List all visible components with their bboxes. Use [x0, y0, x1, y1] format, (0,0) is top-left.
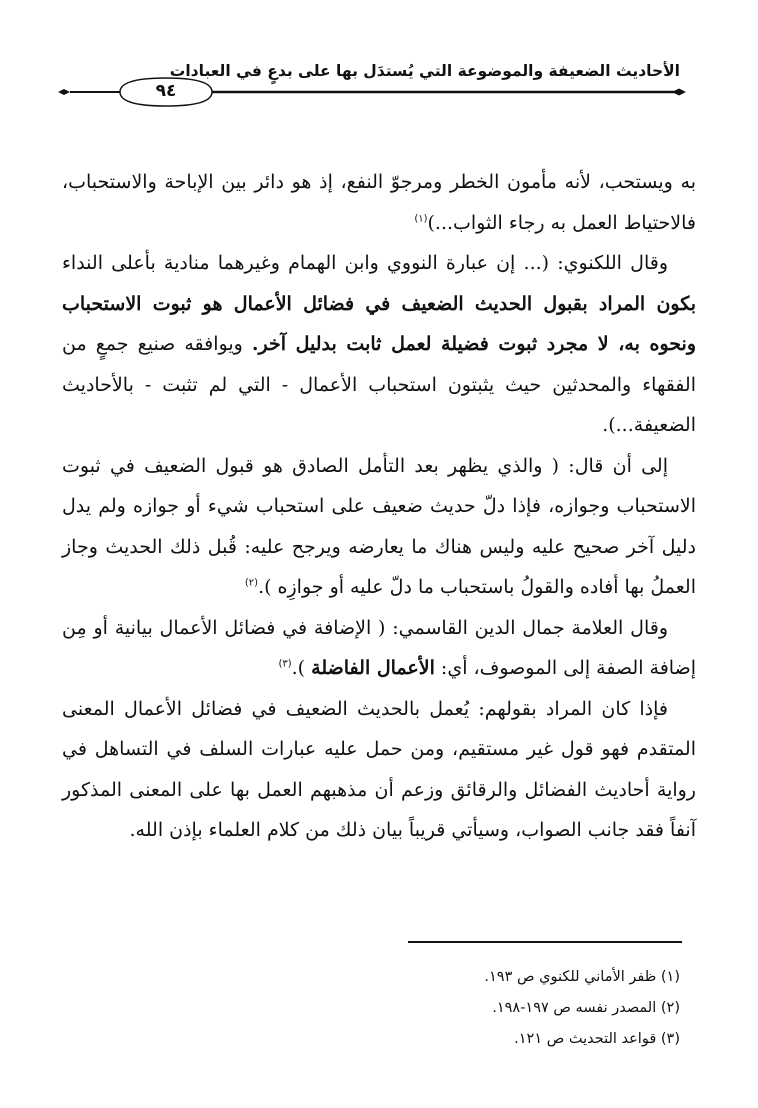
body-text	[62, 162, 696, 851]
paragraph-2	[62, 243, 696, 446]
footnote-2: (٢) المصدر نفسه ص ١٩٧-١٩٨.	[492, 1000, 680, 1016]
paragraph-2-text-b: ويوافقه صنيع جمعٍ من الفقهاء والمحدثين حيث يثبتون استحباب الأعمال - التي لم تثبت - بالأحاديث الضعيفة...).	[62, 333, 696, 436]
paragraph-4-text-a: وقال العلامة جمال الدين القاسمي: ( الإضافة في فضائل الأعمال بيانية أو مِن إضافة الصفة إلى الموصوف، أي:	[62, 616, 696, 679]
footnote-separator	[408, 941, 682, 943]
footnote-3: (٣) قواعد التحديث ص ١٢١.	[514, 1031, 680, 1047]
paragraph-2-bold: بكون المراد بقبول الحديث الضعيف في فضائل الأعمال هو ثبوت الاستحباب ونحوه به، لا مجرد ثبوت فضيلة لعمل ثابت بدليل آخر.	[62, 292, 696, 355]
paragraph-4-bold: الأعمال الفاضلة	[311, 657, 435, 679]
paragraph-1-text: به ويستحب، لأنه مأمون الخطر ومرجوّ النفع، إذ هو دائر بين الإباحة والاستحباب، فالاحتياط العمل به رجاء الثواب...)	[62, 171, 696, 234]
paragraph-5	[62, 689, 696, 851]
footnotes	[200, 962, 680, 1055]
header-title: الأحاديث الضعيفة والموضوعة التي يُستدَل بها على بدعٍ في العبادات	[169, 62, 680, 80]
right-diamond-ornament	[672, 89, 686, 96]
footnote-ref-2: (٢)	[244, 577, 259, 589]
paragraph-2-text-a: وقال اللكنوي: (... إن عبارة النووي وابن الهمام وغيرهما منادية بأعلى النداء	[62, 252, 668, 274]
paragraph-3	[62, 446, 696, 608]
paragraph-4-text-b: ).	[291, 657, 312, 679]
paragraph-1	[62, 162, 696, 243]
paragraph-5-text: فإذا كان المراد بقولهم: يُعمل بالحديث الضعيف في فضائل الأعمال المعنى المتقدم فهو قول غير مستقيم، ومن حمل عليه عبارات السلف في التساهل في رواية أحاديث الفضائل والرقائق وزعم أن مذهبهم العمل بها على المعنى المذكور آنفاً فقد جانب الصواب، وسيأتي قريباً بيان ذلك من كلام العلماء بإذن الله.	[62, 697, 696, 841]
footnote-ref-1: (١)	[414, 213, 428, 225]
running-header	[58, 58, 690, 114]
page-number: ٩٤	[155, 81, 177, 101]
footnote-ref-3: (٣)	[278, 658, 292, 670]
footnote-1: (١) ظفر الأماني للكنوي ص ١٩٣.	[484, 969, 680, 985]
paragraph-4	[62, 608, 696, 689]
paragraph-3-text: إلى أن قال: ( والذي يظهر بعد التأمل الصادق هو قبول الضعيف في ثبوت الاستحباب وجوازه، فإذا دلّ حديث ضعيف على استحباب شيء أو جوازه ولم يدل دليل آخر صحيح عليه وليس هناك ما يعارضه ويرجح عليه: قُبل ذلك الحديث وجاز العملُ بها أفاده والقولُ باستحباب ما دلّ عليه أو جوازِه ).	[62, 454, 696, 598]
left-diamond-ornament	[58, 89, 70, 95]
